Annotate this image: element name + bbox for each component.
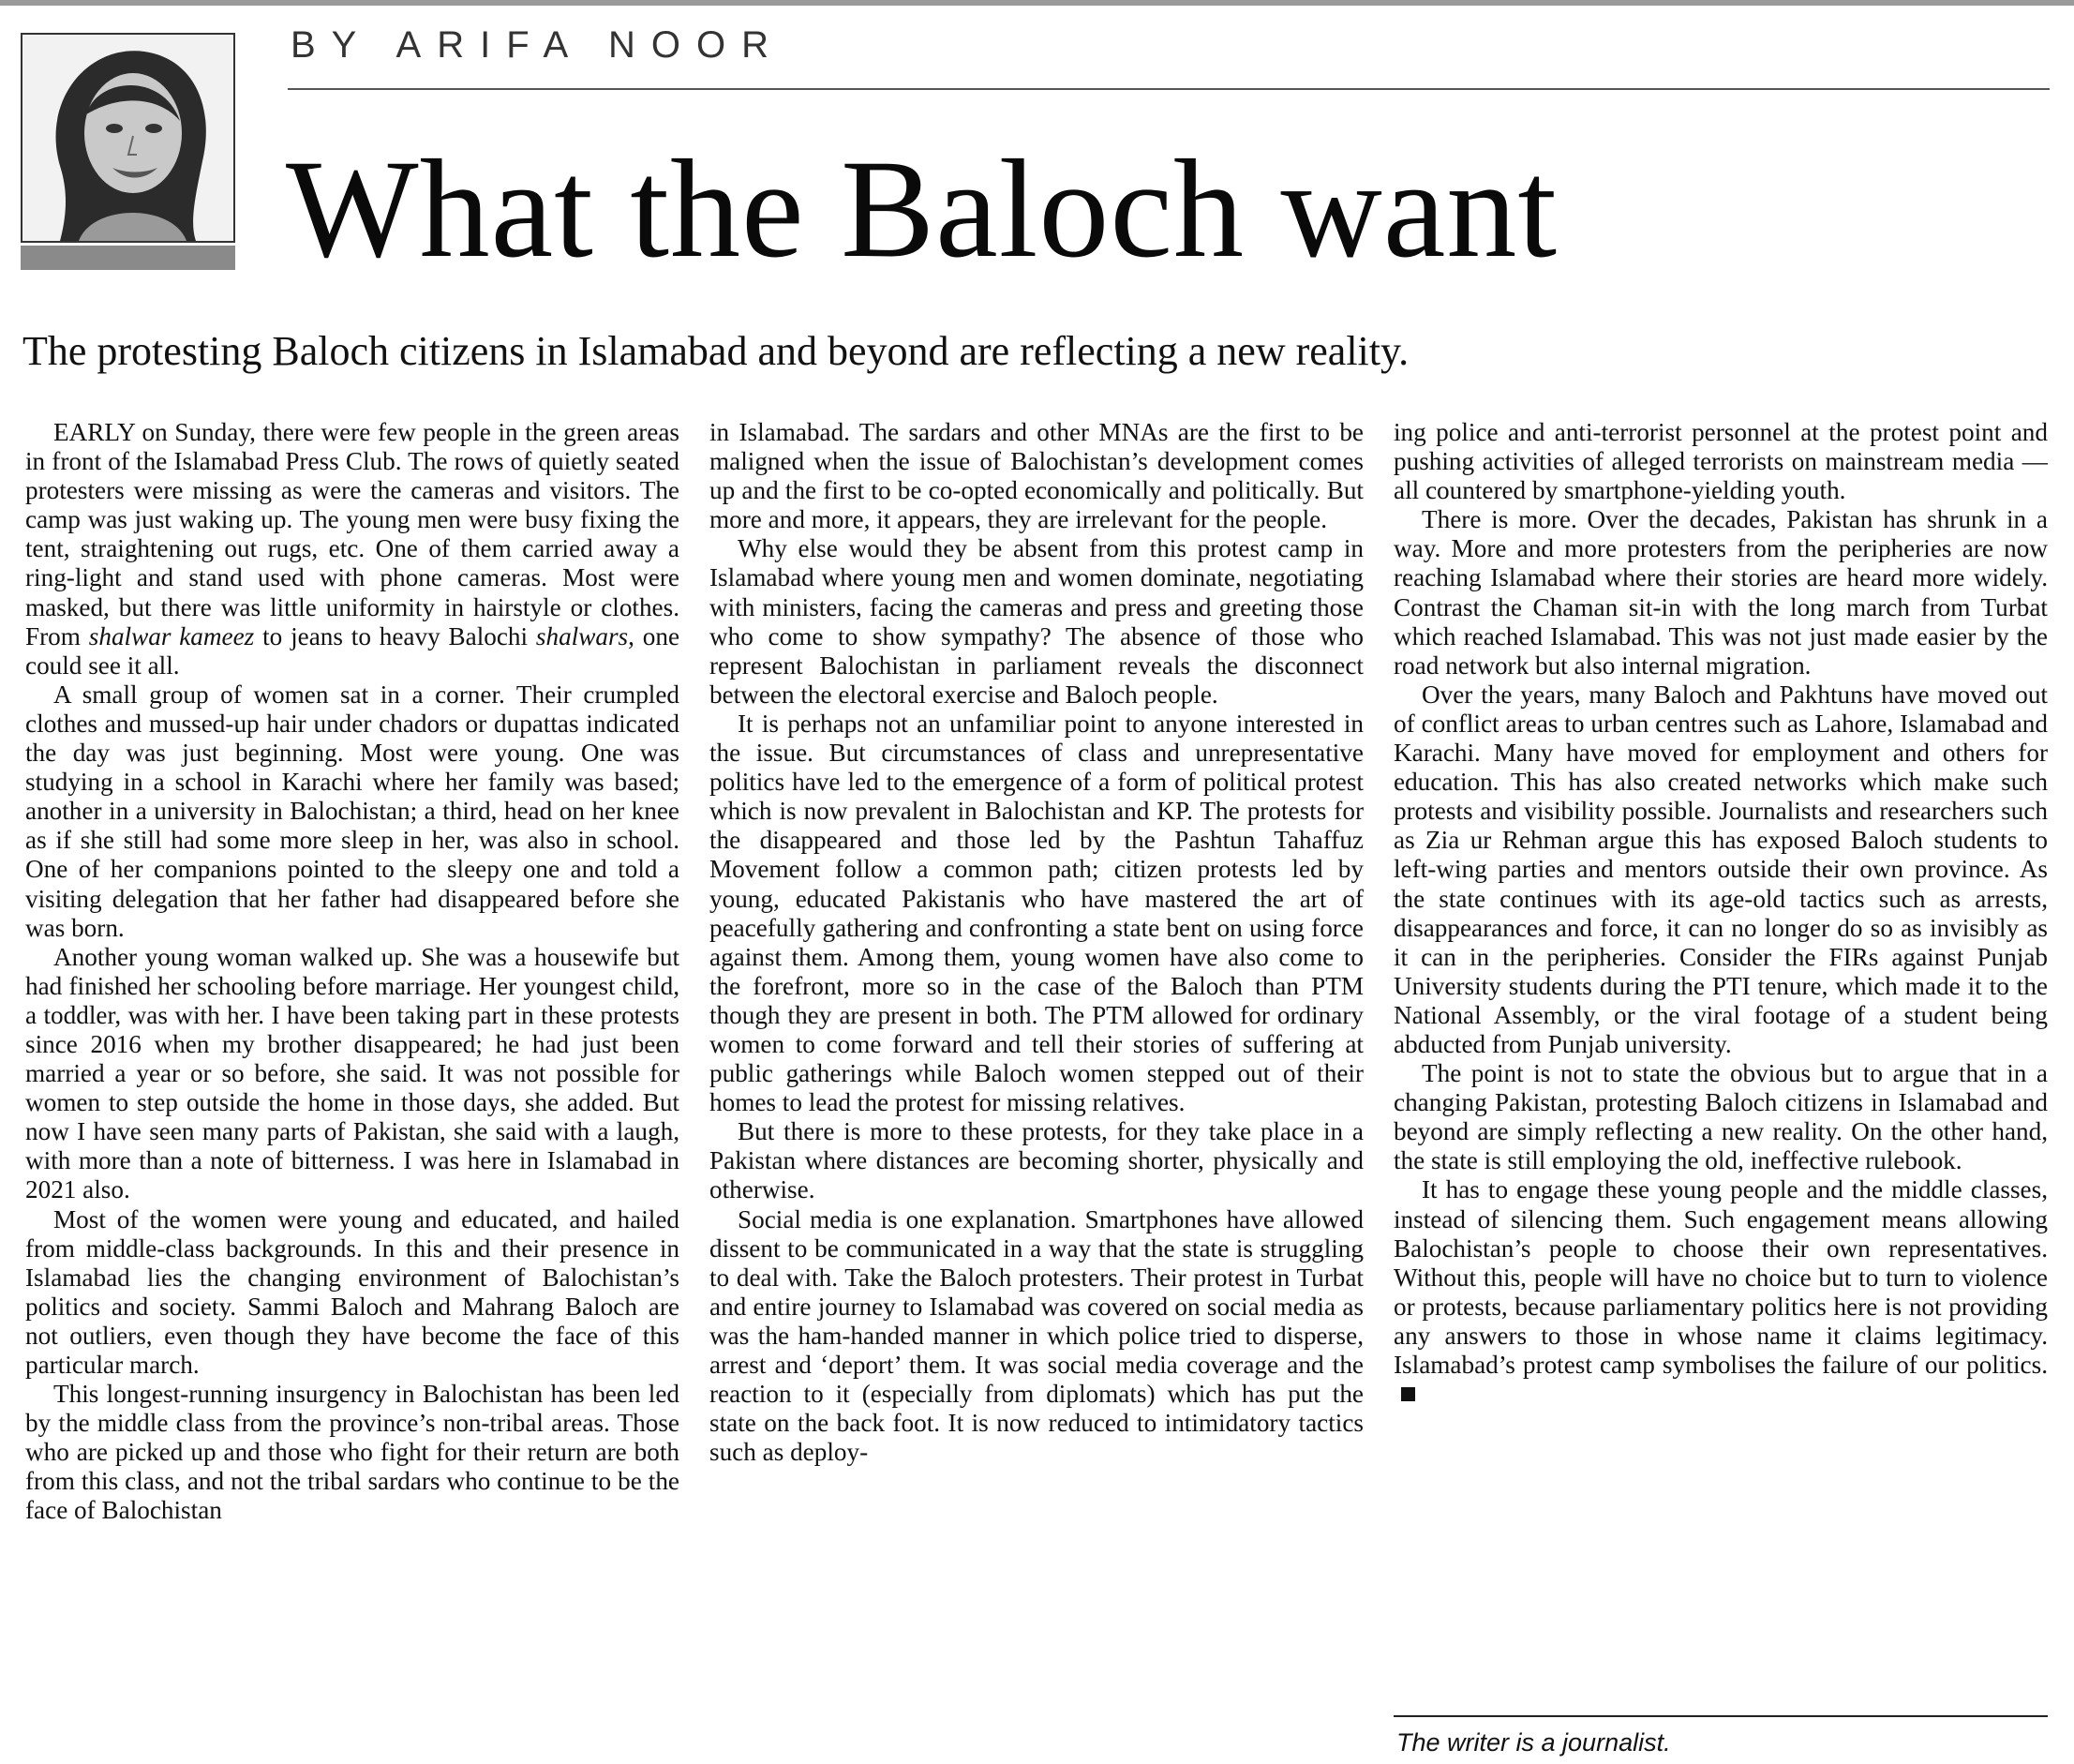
writer-note: The writer is a journalist. bbox=[1396, 1728, 1671, 1757]
paragraph-text: This longest-running insurgency in Balochistan has been led by the middle class from the province’s non-tribal areas. Those who are picked up and those who fight for their return are both from this class, and not the tribal sardars who continue to be the face of Balochistan bbox=[25, 1380, 679, 1525]
article-paragraph bbox=[709, 1117, 1364, 1204]
article-paragraph bbox=[1394, 1059, 2048, 1175]
paragraph-text: It is perhaps not an unfamiliar point to anyone interested in the issue. But circumstances of class and unrepresentative politics have led to the emergence of a form of political protest which is now prevalent in Balochistan and KP. The protests for the disappeared and those led by the Pashtun Tahaffuz Movement follow a common path; citizen protests led by young, educated Pakistanis who have mastered the art of peacefully gathering and confronting a state bent on using force against them. Among them, young women have also come to the forefront, more so in the case of the Baloch than PTM though they are present in both. The PTM allowed for ordinary women to come forward and tell their stories of suffering at public gatherings while Baloch women stepped out of their homes to lead the protest for missing relatives. bbox=[709, 709, 1364, 1117]
article-column-2 bbox=[709, 418, 1364, 1467]
portrait-bar bbox=[21, 246, 235, 270]
paragraph-text: It has to engage these young people and the middle classes, instead of silencing them. Such engagement means allowing Balochistan’s people to choose their own representatives. Without this, people will have no choice but to turn to violence or protests, because parliamentary politics here is not providing any answers to those in whose name it claims legitimacy. Islamabad’s protest camp symbolises the failure of our politics. bbox=[1394, 1175, 2048, 1379]
article-paragraph bbox=[1394, 1175, 2048, 1409]
article-paragraph bbox=[25, 680, 679, 943]
paragraph-text: Over the years, many Baloch and Pakhtuns have moved out of conflict areas to urban centres such as Lahore, Islamabad and Karachi. Many have moved for employment and others for education. This has also created networks which make such protests and visibility possible. Journalists and researchers such as Zia ur Rehman argue this has exposed Baloch students to left-wing parties and mentors outside their own province. As the state continues with its age-old tactics such as arrests, disappearances and force, it can no longer do so as invisibly as it can in the peripheries. Consider the FIRs against Punjab University students during the PTI tenure, which made it to the National Assembly, or the viral footage of a student being abducted from Punjab university. bbox=[1394, 680, 2048, 1058]
article-paragraph bbox=[1394, 418, 2048, 505]
article-column-3 bbox=[1394, 418, 2048, 1409]
paragraph-text: ing police and anti-terrorist personnel at the protest point and pushing activities of alleged terrorists on mainstream media — all countered by smartphone-yielding youth. bbox=[1394, 418, 2048, 505]
paragraph-text: Why else would they be absent from this protest camp in Islamabad where young men and women dominate, negotiating with ministers, facing the cameras and press and greeting those who come to show sympathy? The absence of those who represent Balochistan in parliament reveals the disconnect between the electoral exercise and Baloch people. bbox=[709, 534, 1364, 709]
article-paragraph bbox=[709, 418, 1364, 534]
article-paragraph bbox=[25, 1205, 679, 1381]
article-paragraph bbox=[709, 1205, 1364, 1468]
article-paragraph bbox=[1394, 680, 2048, 1059]
article-paragraph bbox=[25, 1380, 679, 1525]
byline-rule bbox=[288, 88, 2050, 90]
byline: BY ARIFA NOOR bbox=[291, 24, 785, 66]
paragraph-text: A small group of women sat in a corner. Their crumpled clothes and mussed-up hair under chadors or dupattas indicated the day was just beginning. Most were young. One was studying in a school in Karachi where her family was based; another in a university in Balochistan; a third, head on her knee as if she still had some more sleep in her, was also in school. One of her companions pointed to the sleepy one and told a visiting delegation that her father had disappeared before she was born. bbox=[25, 680, 679, 942]
paragraph-text: EARLY on Sunday, there were few people in the green areas in front of the Islamabad Press Club. The rows of quietly seated protesters were missing as were the cameras and visitors. The camp was just waking up. The young men were busy fixing the tent, straightening out rugs, etc. One of them carried away a ring-light and stand used with phone cameras. Most were masked, but there was little uniformity in hairstyle or clothes. From bbox=[25, 418, 679, 650]
italic-term: shalwars bbox=[535, 621, 629, 650]
top-rule bbox=[0, 0, 2074, 6]
author-portrait bbox=[21, 33, 235, 243]
italic-term: shalwar kameez bbox=[88, 621, 255, 650]
paragraph-text: Another young woman walked up. She was a housewife but had finished her schooling before marriage. Her youngest child, a toddler, was with her. I have been taking part in these protests since 2016 when my brother disappeared; he had just been married a year or so before, she said. It was not possible for women to step outside the home in those days, she added. But now I have seen many parts of Pakistan, she said with a laugh, with more than a note of bitterness. I was here in Islamabad in 2021 also. bbox=[25, 942, 679, 1204]
paragraph-text: The point is not to state the obvious but to argue that in a changing Pakistan, protesting Baloch citizens in Islamabad and beyond are simply reflecting a new reality. On the other hand, the state is still employing the old, ineffective rulebook. bbox=[1394, 1059, 2048, 1175]
paragraph-text: to jeans to heavy Balochi bbox=[254, 621, 536, 650]
standfirst: The protesting Baloch citizens in Islamabad and beyond are reflecting a new reality. bbox=[22, 328, 1410, 374]
article-paragraph bbox=[1394, 505, 2048, 680]
footer-rule bbox=[1394, 1715, 2048, 1717]
article-paragraph bbox=[25, 418, 679, 680]
end-mark-icon bbox=[1401, 1387, 1415, 1401]
headline: What the Baloch want bbox=[286, 131, 1559, 287]
paragraph-text: Most of the women were young and educated, and hailed from middle-class backgrounds. In this and their presence in Islamabad lies the changing environment of Balochistan’s politics and society. Sammi Baloch and Mahrang Baloch are not outliers, even though they have become the face of this particular march. bbox=[25, 1204, 679, 1379]
paragraph-text: But there is more to these protests, for they take place in a Pakistan where distances are becoming shorter, physically and otherwise. bbox=[709, 1117, 1364, 1204]
article-paragraph bbox=[709, 534, 1364, 710]
paragraph-text: in Islamabad. The sardars and other MNAs are the first to be maligned when the issue of Balochistan’s development comes up and the first to be co-opted economically and politically. But more and more, it appears, they are irrelevant for the people. bbox=[709, 418, 1364, 534]
paragraph-text: , one could see it all. bbox=[25, 621, 680, 680]
paragraph-text: Social media is one explanation. Smartphones have allowed dissent to be communicated in a way that the state is struggling to deal with. Take the Baloch protesters. Their protest in Turbat and entire journey to Islamabad was covered on social media as was the ham-handed manner in which police tried to disperse, arrest and ‘deport’ them. It was social media coverage and the reaction to it (especially from diplomats) which has put the state on the back foot. It is now reduced to intimidatory tactics such as deploy- bbox=[709, 1204, 1364, 1467]
paragraph-text: There is more. Over the decades, Pakistan has shrunk in a way. More and more protesters from the peripheries are now reaching Islamabad where their stories are heard more widely. Contrast the Chaman sit-in with the long march from Turbat which reached Islamabad. This was not just made easier by the road network but also internal migration. bbox=[1394, 505, 2048, 680]
article-column-1 bbox=[25, 418, 679, 1526]
article-paragraph bbox=[709, 710, 1364, 1117]
article-paragraph bbox=[25, 943, 679, 1205]
